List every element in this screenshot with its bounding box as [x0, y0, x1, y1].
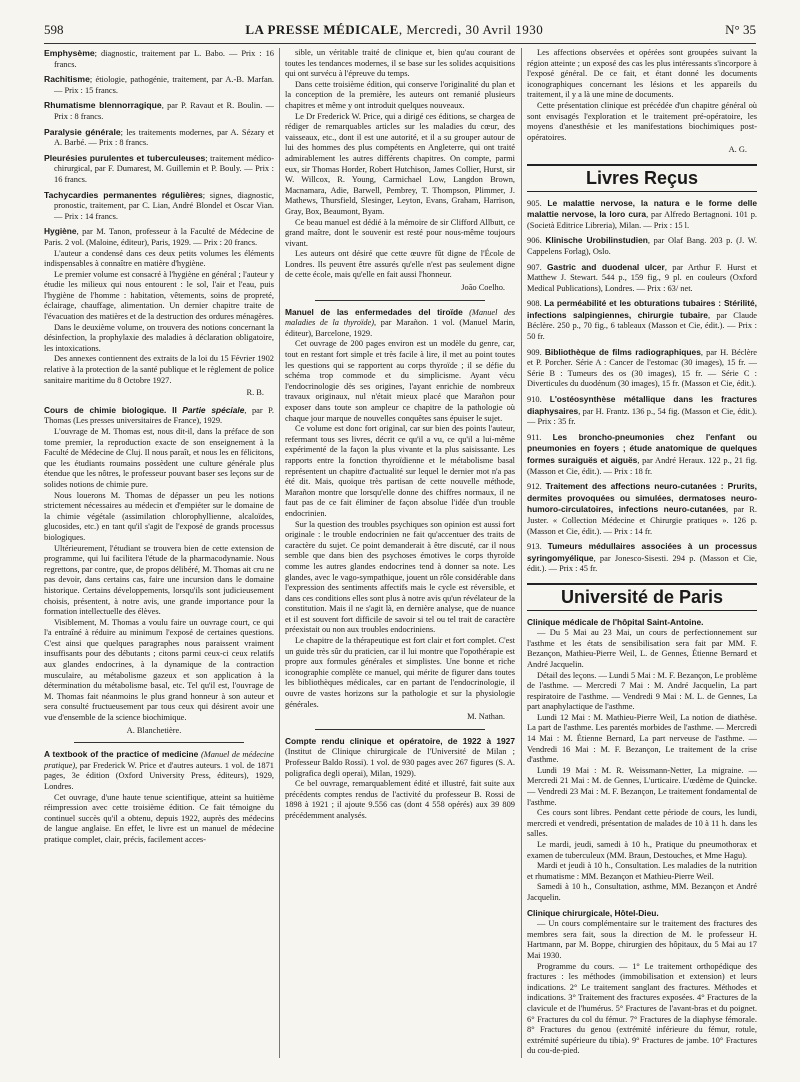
paragraph: Des annexes contiennent des extraits de la loi du 15 Février 1902 relative à la protection de la santé publique et le règlement de police sanitaire maritime du 8 Octobre 1927.: [44, 354, 274, 385]
book-item: [527, 481, 757, 537]
entry-title: Rachitisme: [44, 74, 90, 85]
paragraph: Visiblement, M. Thomas a voulu faire un ouvrage court, ce qui l'a entraîné à réduire au minimum l'exposé de certaines questions. C'est ainsi que quelques paragraphes nous paraissent vraiment insuffisants pour des débutants ; citons parmi ceux-ci ceux relatifs aux glandes endocrines, à la dynamique de la contraction musculaire, au métabolisme gazeux et son application à la détermination du métabolisme basal, etc. Tel qu'il est, l'ouvrage de M. Thomas fait néanmoins le plus grand honneur à son auteur et sera consulté fructueusement par tous ceux qui désirent avoir une vue d'ensemble de la science biochimique.: [44, 617, 274, 723]
paragraph: Lundi 12 Mai : M. Mathieu-Pierre Weil, La notion de diathèse. La part de l'asthme. Les parentés morbides de l'asthme. — Mercredi 14 Mai : M. Étienne Bernard, La part nerveuse de l'asthme. — Vendredi 16 Mai : M. F. Bezançon, Le traitement de la crise d'asthme.: [527, 712, 757, 765]
book-item: [527, 432, 757, 477]
entry-text: ; traitement médico-chirurgical, par F. Dumarest, M. Guillemin et P. Bouly. — Prix : 16 francs.: [54, 153, 274, 184]
book-title: Traitement des affections neuro-cutanées : Prurits, dermites provoquées ou simulées, dermatoses neuro-humoro-circulatoires, infections neuro-cutanées: [527, 481, 757, 515]
paragraph: sible, un véritable traité de clinique et, bien qu'au courant de toutes les tendances modernes, il se base sur les solides acquisitions qui ont survécu à l'épreuve du temps.: [285, 48, 515, 79]
paragraph: Sur la question des troubles psychiques son opinion est aussi fort originale : le trouble endocrinien ne fait qu'accentuer des traits de caractère du sujet. Ce point demanderait à être discuté, car il nous semble que dans bien des psychoses émotives le corps thyroïde comme les autres glandes endocrines tend à donner sa note. Les glandes, avec le vago-sympathique, jouent un rôle considérable dans l'expression des sentiments affectifs mais le cycle est réversible, et dans ces conditions elles sont plus à notre avis qu'un révélateur de la constitution. Mais il ne s'agit là, en dernière analyse, que de nuance et il est souvent fort difficile de savoir si tel ou tel trait de caractère préexistait ou non aux troubles endocriniens.: [285, 519, 515, 635]
paragraph: Ce beau manuel est dédié à la mémoire de sir Clifford Allbutt, ce grand maître, dont le souvenir est resté pour nous-même toujours vivant.: [285, 217, 515, 248]
issue-number: N° 35: [725, 22, 756, 37]
entry-title: Pleurésies purulentes et tuberculeuses: [44, 152, 206, 163]
paragraph: Cet ouvrage de 200 pages environ est un modèle du genre, car, tout en restant fort simple et très facile à lire, il met au point toutes les questions qui se rapportent au corps thyroïde ; il se défie du schéma trop commode et du simplicisme. Ayant vécu l'endocrinologie dès ses origines, l'ayant enrichie de nombreux travaux originaux, nul n'était mieux placé que Marañon pour exposer dans toute son ampleur ce chapitre de la pathologie où chaque jour marque de nouvelles conquêtes sans épuiser le sujet.: [285, 339, 515, 423]
book-ref: , par Alfredo Bertagnoni. 101 p. (Società Editrice Libreria), Milan. — Prix : 15 l.: [527, 210, 757, 230]
paragraph: Samedi à 10 h., Consultation, asthme, MM. Bezançon et André Jacquelin.: [527, 882, 757, 902]
paragraph: Le mardi, jeudi, samedi à 10 h., Pratique du pneumothorax et examen de tuberculeux (MM. Braun, Destouches, et Mme Hagu).: [527, 840, 757, 860]
article-title: Hygiène, par M. Tanon, professeur à la Faculté de Médecine de Paris. 2 vol. (Maloine, éditeur), Paris, 1929. — Prix : 20 francs.: [44, 226, 274, 247]
paragraph: — Un cours complémentaire sur le traitement des fractures des membres sera fait, sous la direction de M. le professeur H. Hartmann, par M. Boppe, chirurgien des hôpitaux, du 5 Mai au 17 Mai 1930.: [527, 919, 757, 960]
book-title: L'ostéosynthèse métallique dans les fractures diaphysaires: [527, 394, 757, 416]
signature: João Coelho.: [461, 283, 505, 293]
entry-title: Emphysème: [44, 48, 95, 58]
book-number: 912.: [527, 482, 542, 492]
book-item: [527, 347, 757, 390]
paragraph: — Du 5 Mai au 23 Mai, un cours de perfectionnement sur l'asthme et les états de sensibilisation sera fait par MM. F. Bezançon, Mathieu-Pierre Weil, L. de Gennes, Étienne Bernard et André Jacquelin.: [527, 628, 757, 669]
book-number: 908.: [527, 299, 542, 309]
column-rule: [279, 48, 280, 1058]
paragraph: Le chapitre de la thérapeutique est fort clair et fort complet. C'est un guide très sûr du praticien, car il lui montre que l'opothérapie est propre aux formules générales et simplistes. Une bonne et riche iconographie complète ce manuel, qui mérite de figurer dans toutes les bibliothèques médicales, car en partant de l'endocrinologie, il ouvre de vastes horizons sur la pathologie et sur la physiologie générales.: [285, 636, 515, 709]
paragraph: Programme du cours. — 1° Le traitement orthopédique des fractures : les méthodes (immobilisation et extension) et leurs indications. 2° Le traitement sanglant des fractures. Méthodes et indications. 3° Traitement des fractures exposées. 4° Fractures de la clavicule et de l'humérus. 5° Fractures de l'avant-bras et du poignet. 6° Fractures du col du fémur. 7° Fractures de la diaphyse fémorale. 8° Fractures du genou (extrémité inférieure du fémur, rotule, extrémité supérieure du tibia). 9° Fractures de jambe. 10° Fractures du cou-de-pied.: [527, 961, 757, 1056]
signature: M. Nathan.: [467, 712, 505, 722]
book-title: Gastric and duodenal ulcer: [547, 261, 665, 272]
book-item: [527, 198, 757, 232]
book-ref: , par Olaf Bang. 203 p. (J. W. Cappelens Forlag), Oslo.: [527, 236, 757, 256]
book-ref: , par H. Frantz. 136 p., 54 fig. (Masson et Cie, édit.). — Prix : 35 fr.: [527, 406, 757, 427]
article-title: Cours de chimie biologique. II Partie spéciale, par P. Thomas (Les presses universitaires de France), 1929.: [44, 404, 274, 426]
book-title: Les broncho-pneumonies chez l'enfant ou pneumonies en foyers ; étude anatomique de quelques formes suraiguës et aiguës: [527, 431, 757, 465]
column-3: [527, 48, 757, 1062]
paragraph: L'ouvrage de M. Thomas est, nous dit-il, dans la préface de son tome premier, la reproduction exacte de son enseignement à la Faculté de Médecine de Cluj. Il nous paraît, et nous les en félicitons, que les étudiants roumains possèdent une culture générale plus étendue que les nôtres, le professeur pouvant baser ses leçons sur de solides notions de chimie pure.: [44, 427, 274, 489]
separator: [315, 729, 485, 730]
article-title: Manuel de las enfermedades del tiroïde (Manuel des maladies de la thyroïde), par Marañon. 1 vol. (Manuel Marin, éditeur), Barcelone, 1929.: [285, 306, 515, 338]
book-title: Le malattie nervose, la natura e le forme delle malattie nervose, la loro cura: [527, 197, 757, 220]
book-title: Tumeurs médullaires associées à un processus syringomyélique: [527, 541, 757, 563]
signature: R. B.: [246, 388, 264, 398]
article-title: Compte rendu clinique et opératoire, de 1922 à 1927 (Institut de Clinique chirurgicale de l'Université de Milan ; Professeur Baldo Rossi). 1 vol. de 930 pages avec 267 figures (S. A. poligrafica degli operai), Milan, 1929).: [285, 735, 515, 778]
page-number: 598: [44, 22, 64, 37]
entry-text: ; les traitements modernes, par A. Sézary et A. Barbé. — Prix : 8 francs.: [54, 127, 274, 148]
entry-text: ; étiologie, pathogénie, traitement, par A.-B. Marfan. — Prix : 15 francs.: [54, 75, 274, 95]
entry-text: ; signes, diagnostic, pronostic, traitement, par C. Lian, André Blondel et Oscar Vian. — Prix : 14 francs.: [54, 190, 274, 221]
entry-text: ; diagnostic, traitement par L. Babo. — Prix : 16 francs.: [54, 49, 274, 69]
list-item: [44, 48, 274, 70]
article-title: A textbook of the practice of medicine (Manuel de médecine pratique), par Frederick W. Price et d'autres auteurs. 1 vol. de 1871 pages, 3e édition (Oxford University Press, éditeurs), 1929, Londres.: [44, 749, 274, 791]
book-item: [527, 394, 757, 428]
book-number: 911.: [527, 432, 542, 442]
entry-title: Tachycardies permanentes régulières: [44, 189, 203, 200]
column-2: [285, 48, 515, 1062]
book-ref: , par R. Juster. « Collection Médecine et Chirurgie pratiques ». 126 p. (Masson et Cie, édit.). — Prix : 14 fr.: [527, 505, 757, 536]
paragraph: L'auteur a condensé dans ces deux petits volumes les éléments indispensables à connaître en matière d'hygiène.: [44, 248, 274, 269]
article-title: Clinique médicale de l'hôpital Saint-Antoine.: [527, 616, 704, 627]
column-1: [44, 48, 274, 1062]
list-item: [44, 100, 274, 122]
entry-title: Paralysie générale: [44, 126, 121, 137]
paragraph: Nous louerons M. Thomas de dépasser un peu les notions strictement nécessaires au médecin et d'empiéter sur le domaine de la chimie végétale (assimilation chlorophyllienne, alcaloïdes, glucosides, etc.) en tant qu'il s'agit de l'exposé de grands processus biologiques.: [44, 490, 274, 542]
page-header: [44, 22, 756, 44]
book-number: 906.: [527, 236, 542, 246]
book-ref: , par H. Béclère et P. Porcher. Série A : Cancer de l'estomac (30 images), 15 fr. — Série B : Tumeurs des os (30 images), 15 fr. — Série C : Diverticules du duodénum (30 images), 15 fr. (Masson et Cie, édit.).: [527, 347, 757, 389]
list-item: [44, 190, 274, 223]
book-number: 909.: [527, 347, 542, 357]
book-title: Klinische Urobilinstudien: [545, 235, 648, 246]
book-title: La perméabilité et les obturations tubaires : Stérilité, infections salpingiennes, chirurgie tubaire: [527, 298, 757, 320]
book-item: [527, 262, 757, 295]
book-ref: , par André Heraux. 122 p., 21 fig. (Masson et Cie, édit.). — Prix : 18 fr.: [527, 456, 757, 476]
paragraph: Détail des leçons. — Lundi 5 Mai : M. F. Bezançon, Le problème de l'asthme. — Mercredi 7 Mai : M. André Jacquelin, La part respiratoire de l'asthme. — Vendredi 9 Mai : M. L. de Gennes, La part anaphylactique de l'asthme.: [527, 670, 757, 712]
book-number: 910.: [527, 395, 542, 405]
signature: A. G.: [728, 145, 747, 155]
section-title-livres: Livres Reçus: [527, 164, 757, 192]
paragraph: Les affections observées et opérées sont groupées suivant la région atteinte ; un exposé des cas les plus intéressants s'incorpore à l'exposé général. De ce fait, et étant donné les documents iconographiques concernant les lésions et les appareils du traitement, il y a là une mine de documents.: [527, 48, 757, 100]
paragraph: Le premier volume est consacré à l'hygiène en général ; l'auteur y étudie les milieux qui nous entourent : le sol, l'air et l'eau, puis l'hygiène de l'homme : habitation, vêtements, soins de propreté, éclairage, chauffage, alimentation. Un dernier chapitre traite de l'évacuation des matières et de la destruction des ordures ménagères.: [44, 269, 274, 322]
paragraph: Cet ouvrage, d'une haute tenue scientifique, atteint sa huitième réimpression avec cette troisième édition. Ce fait témoigne du continuel succès qu'il a obtenu, depuis 1922, auprès des médecins de langue anglaise. En effet, le livre est un manuel de médecine pratique complet, clair, précis, facilement acces-: [44, 792, 274, 844]
journal-title: LA PRESSE MÉDICALE, Mercredi, 30 Avril 1930: [245, 22, 544, 37]
paragraph: Dans le deuxième volume, on trouvera des notions concernant la désinfection, la prophylaxie des maladies à déclaration obligatoire, les intoxications.: [44, 322, 274, 353]
section-title-universite: Université de Paris: [527, 583, 757, 611]
paragraph: Ce bel ouvrage, remarquablement édité et illustré, fait suite aux précédents comptes rendus de l'activité du professeur B. Rossi de 1898 à 1921 ; il ajoute 9.556 cas (dont 4 558 opérés) aux 39 809 précédemment analysés.: [285, 779, 515, 820]
book-number: 913.: [527, 542, 542, 552]
paragraph: Mardi et jeudi à 10 h., Consultation. Les maladies de la nutrition et rhumatisme : MM. Bezançon et Mathieu-Pierre Weil.: [527, 861, 757, 881]
book-ref: , par Jonesco-Sisesti. 294 p. (Masson et Cie, édit.). — Prix : 45 fr.: [527, 553, 757, 574]
list-item: [44, 153, 274, 186]
paragraph: Ce volume est donc fort original, car sur bien des points l'auteur, refermant tous ses livres, décrit ce qu'il a vu, ce qu'il a lui-même expérimenté de la façon la plus vivante et la plus saisissante. Les rapports entre la fonction thyroïdienne et le métabolisme basal représentent un chapitre d'actualité sur lequel le dernier mot n'a pas été dit. Mais, quoique très partisan de cette nouvelle méthode, Marañon montre que lorsqu'elle donne des chiffres normaux, il ne faut pas de ce fait éliminer de façon absolue l'idée d'un trouble endocrinien.: [285, 424, 515, 518]
list-item: [44, 74, 274, 96]
column-rule: [521, 48, 522, 1058]
entry-text: , par P. Ravaut et R. Boulin. — Prix : 8 francs.: [54, 101, 274, 121]
paragraph: Ces cours sont libres. Pendant cette période de cours, les lundi, mercredi et vendredi, présentation de malades de 10 à 11 h. dans les salles.: [527, 808, 757, 839]
book-item: [527, 235, 757, 257]
paragraph: Les auteurs ont désiré que cette œuvre fût digne de l'École de Londres. Ils peuvent être assurés qu'elle n'est pas seulement digne de cette école, mais qu'elle en fait aussi l'honneur.: [285, 249, 515, 280]
paragraph: Cette présentation clinique est précédée d'un chapitre général où sont envisagés l'exploration et le traitement pré-opératoire, les moyens d'anesthésie et les manifestations biochimiques post-opératoires.: [527, 100, 757, 142]
paragraph: Dans cette troisième édition, qui conserve l'originalité du plan et la conception de la première, les auteurs ont remanié plusieurs chapitres et même y ont introduit quelques nouveaux.: [285, 79, 515, 110]
paragraph: Lundi 19 Mai : M. R. Weissmann-Netter, La migraine. — Mercredi 21 Mai : M. de Gennes, L'urticaire. L'œdème de Quincke. — Vendredi 23 Mai : M. F. Bezançon, Le traitement fondamental de l'asthme.: [527, 765, 757, 807]
book-ref: , par Claude Béclère. 250 p., 70 fig., 6 tableaux (Masson et Cie, édit.). — Prix : 50 fr.: [527, 310, 757, 342]
separator: [315, 300, 485, 301]
list-item: [44, 127, 274, 149]
book-ref: , par Arthur F. Hurst et Matthew J. Stewart. 544 p., 159 fig., 9 pl. en couleurs (Oxford Medical Publications), Londres. — Prix : 63/ net.: [527, 262, 757, 293]
book-number: 905.: [527, 198, 542, 208]
book-item: [527, 298, 757, 342]
signature: A. Blanchetière.: [126, 725, 182, 735]
paragraph: Ultérieurement, l'étudiant se trouvera bien de cette extension de programme, qui lui facilitera l'étude de la pharmacodynamie. Nous regrettons, par contre, que, de propos délibéré, M. Thomas ait cru ne pas devoir, dans certains cas, faire une incursion dans le domaine historique. Certains développements, lorsqu'ils sont judicieusement choisis, présentent, à notre avis, une grande importance pour la formation intellectuelle des élèves.: [44, 543, 274, 617]
entry-title: Rhumatisme blennorragique: [44, 100, 162, 111]
article-title: Clinique chirurgicale, Hôtel-Dieu.: [527, 907, 659, 918]
separator: [74, 742, 244, 743]
book-item: [527, 541, 757, 575]
paragraph: Le Dr Frederick W. Price, qui a dirigé ces éditions, se chargea de rédiger de remarquables articles sur les maladies du cœur, des vaisseaux, etc., dont il est une autorité, et il a su grouper autour de lui des hommes des plus compétents en Angleterre, qui ont traité admirablement les autres différents chapitres. On compte, parmi eux, sir Thomas Horder, Robert Hutchison, James Collier, Hurst, sir W. Willcox, R. Young, Carmichael Low, Langdon Brown, Macnamara, Adie, Barwell, Pembrey, T. Thompson, Plimmer, J. Mathews, Thursfield, Slesinger, Leyton, Evans, Graham, Harrison, Gray, Box, Beaumont, Byam.: [285, 111, 515, 216]
book-number: 907.: [527, 262, 542, 272]
book-title: Bibliothèque de films radiographiques: [544, 346, 701, 357]
